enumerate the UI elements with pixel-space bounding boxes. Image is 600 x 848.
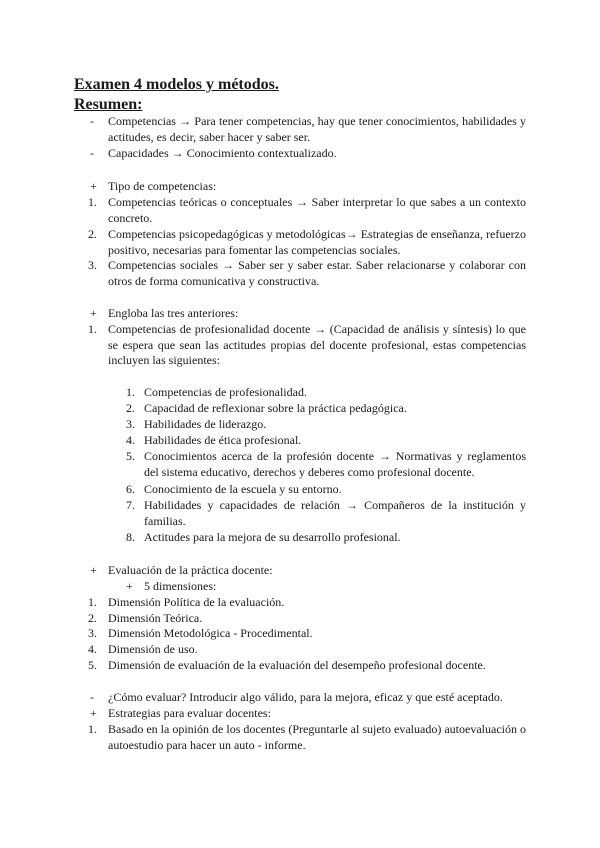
bullet-dash: -: [90, 690, 94, 704]
list-text: Dimensión Teórica.: [108, 611, 203, 625]
sub-list-item: [126, 498, 526, 529]
list-number: 1.: [88, 195, 97, 209]
heading-engloba: [90, 306, 526, 322]
sub-list-item: [126, 401, 526, 417]
heading-estrategias: [90, 706, 526, 722]
list-number: 6.: [126, 482, 135, 496]
list-number: 1.: [88, 595, 97, 609]
list-item: [88, 227, 526, 258]
list-number: 3.: [126, 417, 135, 431]
list-text: Dimensión de uso.: [108, 642, 198, 656]
list-text: Competencias de profesionalidad docente → (Capacidad de análisis y síntesis) lo que se espera que sean las actitudes propias del docente profesional, estas competencias incluyen las siguientes:: [108, 322, 526, 367]
list-text: Actitudes para la mejora de su desarrollo profesional.: [144, 530, 401, 544]
list-number: 2.: [126, 401, 135, 415]
intro-text: Competencias → Para tener competencias, hay que tener conocimientos, habilidades y actitudes, es decir, saber hacer y saber ser.: [108, 114, 526, 144]
list-number: 5.: [88, 658, 97, 672]
heading-text: Evaluación de la práctica docente:: [108, 563, 273, 577]
bullet-plus: +: [126, 579, 133, 593]
bullet-plus: +: [90, 306, 97, 320]
list-text: Competencias sociales → Saber ser y saber estar. Saber relacionarse y colaborar con otros de forma comunicativa y constructiva.: [108, 258, 526, 288]
question-como-evaluar: [90, 690, 526, 706]
list-text: Habilidades de liderazgo.: [144, 417, 267, 431]
bullet-dash: -: [90, 146, 94, 160]
intro-item-capacidades: [90, 146, 526, 162]
list-item: [88, 626, 526, 642]
list-item: [88, 595, 526, 611]
list-item: [88, 322, 526, 369]
list-number: 4.: [88, 642, 97, 656]
list-number: 5.: [126, 449, 135, 463]
subheading-dimensiones: [126, 579, 526, 595]
list-item: [88, 642, 526, 658]
list-text: Competencias psicopedagógicas y metodológicas→ Estrategias de enseñanza, refuerzo positivo, necesarias para fomentar las competencias sociales.: [108, 227, 526, 257]
list-number: 2.: [88, 227, 97, 241]
sub-list-item: [126, 482, 526, 498]
bullet-plus: +: [90, 179, 97, 193]
sub-list-item: [126, 449, 526, 480]
list-item: [88, 195, 526, 226]
list-number: 1.: [126, 385, 135, 399]
document-title: Examen 4 modelos y métodos.: [74, 76, 279, 93]
heading-tipo-competencias: [90, 179, 526, 195]
list-text: Basado en la opinión de los docentes (Preguntarle al sujeto evaluado) autoevaluación o autoestudio para hacer un auto - informe.: [108, 722, 526, 752]
heading-text: Tipo de competencias:: [108, 179, 217, 193]
list-number: 3.: [88, 626, 97, 640]
list-text: Conocimientos acerca de la profesión docente → Normativas y reglamentos del sistema educativo, derechos y deberes como profesional docente.: [144, 449, 526, 479]
list-number: 1.: [88, 322, 97, 336]
list-text: Competencias teóricas o conceptuales → Saber interpretar lo que sabes a un contexto concreto.: [108, 195, 526, 225]
list-number: 4.: [126, 433, 135, 447]
list-text: Dimensión Política de la evaluación.: [108, 595, 285, 609]
list-item: [88, 658, 526, 674]
sub-list-item: [126, 433, 526, 449]
list-text: Competencias de profesionalidad.: [144, 385, 307, 399]
list-item: [88, 258, 526, 289]
document-subtitle: Resumen:: [74, 96, 143, 113]
bullet-plus: +: [90, 706, 97, 720]
list-text: Dimensión Metodológica - Procedimental.: [108, 626, 313, 640]
list-text: Dimensión de evaluación de la evaluación del desempeño profesional docente.: [108, 658, 486, 672]
list-text: Conocimiento de la escuela y su entorno.: [144, 482, 342, 496]
heading-text: Estrategias para evaluar docentes:: [108, 706, 271, 720]
subheading-text: 5 dimensiones:: [144, 579, 217, 593]
list-item: [88, 722, 526, 753]
list-item: [88, 611, 526, 627]
list-text: Habilidades de ética profesional.: [144, 433, 302, 447]
bullet-dash: -: [90, 114, 94, 128]
list-number: 3.: [88, 258, 97, 272]
heading-text: Engloba las tres anteriores:: [108, 306, 239, 320]
heading-evaluacion: [90, 563, 526, 579]
list-number: 1.: [88, 722, 97, 736]
list-number: 2.: [88, 611, 97, 625]
sub-list-item: [126, 417, 526, 433]
question-text: ¿Cómo evaluar? Introducir algo válido, para la mejora, eficaz y que esté aceptado.: [108, 690, 503, 704]
sub-list-item: [126, 530, 526, 546]
intro-item-competencias: [90, 114, 526, 145]
sub-list-item: [126, 385, 526, 401]
list-number: 8.: [126, 530, 135, 544]
intro-text: Capacidades → Conocimiento contextualizado.: [108, 146, 337, 160]
list-text: Capacidad de reflexionar sobre la práctica pedagógica.: [144, 401, 407, 415]
list-text: Habilidades y capacidades de relación → Compañeros de la institución y familias.: [144, 498, 526, 528]
bullet-plus: +: [90, 563, 97, 577]
list-number: 7.: [126, 498, 135, 512]
